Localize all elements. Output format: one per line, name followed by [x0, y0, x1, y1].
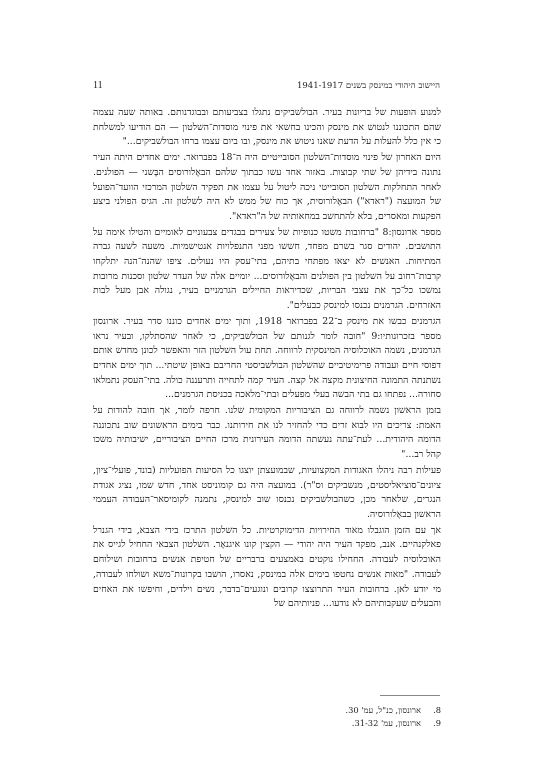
- footnote-number: 8.: [433, 705, 441, 715]
- footnote: [93, 704, 441, 717]
- paragraph: למנוע הופעות של בריונות בעיר. הבולשביקים נתגלו בצביעותם ובבוגדנותם. באותה שעה עצמה שהם התכוננו לנטוש את מינסק והכינו בחשאי את פינוי מוסדות־השלטון — הם הודיעו למשלחת כי אין כלל להעלות על הדעת שאנו ניטוש את מינסק, ובו ביום עצמו ברחו הבולשביקים...": [93, 107, 441, 148]
- footnote-text: ארונסון, עמ' 31-32.: [351, 718, 421, 728]
- paragraph: הגרמנים כבשו את מינסק ב־22 בפברואר 1918, ותוך ימים אחדים כוננו סדר בעיר. ארונסון מספר בזכרונותיו:9 "חובה לומר לגנותם של הבולשביקים, כי לאחר שהסתלקו, ובעיר נראו הגרמנים, נשמה האוכלוסיה המינסקית לרווחה. תחת עול השלטון הזר והאפשר לכונן מחדש אותם דפוסי חיים ועבודה פרימיטיביים שהשלטון הבולשביסטי החריבם באופן שיטתי... תוך ימים אחדים נשתנתה התמונה החיצונית מקצה אל קצה. העיר קמה לתחייה ותרעננה כולה. בתי־העסק נתמלאו סחורה... נפתחו גם בתי הבשה בעלי מפעלים ובתי־מלאכה בכניסת הגרמנים...: [93, 315, 441, 401]
- paragraph: אך עם הזמן הוגבלו מאוד החירויות הדימוקרטיות. כל השלטון התרכז בידי הצבא, בידי הגנרל פאלקנהיים. אנב, מפקד העיר היה יהודי — הקצין קונו איגנאֶר. השלטון הצבאי החחיל לגייס את האוכלוסיה לעבודה. החחילו נוקטים באמצעים ברבריים של חטיפת אנשים ברחובות ושילוחם לעבודה. "מאות אנשים נחטפו בימים אלה במינסק, נאסרו, הושבו בקרונות־משא ושולחו לעבודה, מי יודע לאן. ברחובות העיר התרוצצו קרובים ונוגעים־בדבר, נשים וילדים, וחיפשו את האחים והבעלים שעקבותיהם לא נודעו... פניותיהם של: [93, 524, 441, 610]
- paragraph: היום האחרון של פינוי מוסדות־השלטון הסובייטיים היה ה־18 בפברואר. ימים אחדים היתה העיר נתונה בידיהן של שתי קבוצות. באזור אחד עשו כבתוך שלהם הבאֶלורוסים הבֶּשני — הפולנים. לאחר התחלקות השלטון הסובייטי ניכה ליטול על עצמו את תפקיד השלטון המרכזי הוועד־הפועל של המועצה ("ראדא") הבאֶלורוסית, אך כוח של ממש לא היה לשלטון זה. הגיס הפולני ביצע הפקעות ומאסרים, בלא להתחשב במחאותיה של ה"ראדא".: [93, 152, 442, 222]
- paragraph: בזמן הראשון נשמה לרווחה גם הציבוריות המקומית שלנו. חרפה לומר, אך חובה להודות על האמת: צריכים היו לבוא זרים כדי להחזיר לנו את חירותנו. כבר בימים הראשונים שוב נתכוננה הדומה היהודית... לעת־עתה נעשתה הדומה העירונית מרכז החיים הציבוריים, ישיבותיה משכו קהל רב...": [93, 405, 441, 461]
- footnote: [93, 717, 441, 730]
- footnote-text: ארונסון, כנ"ל, עמ' 30.: [345, 705, 421, 715]
- footnote-number: 9.: [433, 718, 441, 728]
- body-text: [93, 106, 441, 612]
- footnotes: [93, 704, 441, 730]
- paragraph: מספר ארונסון:8 "ברחובות משטו כנופיות של צעירים בבגדים צבעוניים לאומיים והטילו אימה על התושבים. יהודים סגר בשרם מפחד, חששו מפני התנפלויות אנטישמיות. משעה לשעה גברה המתיחות. האנשים לא יצאו מפתחי בתיהם, בתי־עסק היו נעולים. ציפו שהנה־הנה יתלקחו קרבות־רחוב על השלטון בין הפולנים והבאֶלורוסים... יומיים אלה של העדר שלטון וסכנות מרובות נמשכו כל־כך את עצבי הבריות, שכדיראות החיילים הגרמניים בעיר, נגולה אבן מעל לבות האזרחים. הגרמנים נכנסו למינסק כבעלים".: [93, 226, 441, 312]
- page-number: 11: [93, 80, 103, 91]
- page-header: [93, 80, 440, 91]
- paragraph: פעילות רבה ניהלו האגודות המקצועיות, שבמועצתן יוצגו כל הסיעות הפועליות (בונד, פועלי־ציון, ציונים־סוציאליסטים, מנשביקים וס"ר). במועצה היה גם קומוניסט אחד, חדש שמו, נציג אגודת הנגרים, שלאחר מכן, כשהבולשביקים נכנסו שוב למינסק, נתמנה לקומיסאר־העבודה העממי הראשון בבאֶלורוסיה.: [93, 464, 441, 520]
- running-title: היישוב היהודי במינסק בשנים 1941-1917: [296, 81, 440, 91]
- footnote-divider: [380, 695, 440, 696]
